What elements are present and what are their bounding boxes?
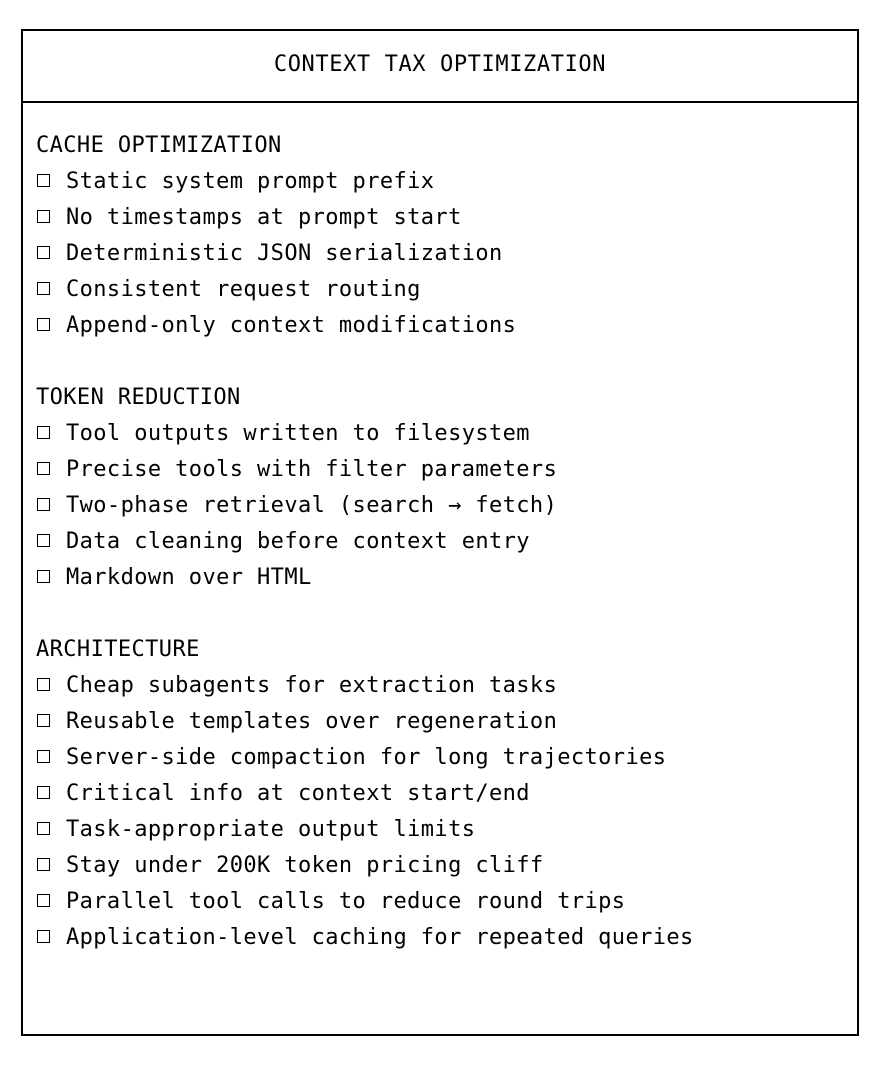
checkbox-icon[interactable] xyxy=(37,750,50,763)
checklist-item-label: Markdown over HTML xyxy=(66,565,312,590)
checklist-item-label: Task-appropriate output limits xyxy=(66,817,476,842)
checklist-item-label: Consistent request routing xyxy=(66,277,421,302)
checklist-item-label: Reusable templates over regeneration xyxy=(66,709,558,734)
checkbox-icon[interactable] xyxy=(37,534,50,547)
checkbox-icon[interactable] xyxy=(37,570,50,583)
checklist-item-label: Static system prompt prefix xyxy=(66,169,435,194)
checklist-item xyxy=(36,524,694,560)
checklist-item-label: Precise tools with filter parameters xyxy=(66,457,558,482)
checklist-item xyxy=(36,776,694,812)
checklist-item xyxy=(36,236,694,272)
checklist-item-label: Server-side compaction for long trajectories xyxy=(66,745,667,770)
checkbox-icon[interactable] xyxy=(37,174,50,187)
checklist-item-label: Deterministic JSON serialization xyxy=(66,241,503,266)
checklist-item xyxy=(36,308,694,344)
checklist-item xyxy=(36,272,694,308)
checkbox-icon[interactable] xyxy=(37,210,50,223)
checklist-item xyxy=(36,200,694,236)
checklist-item xyxy=(36,164,694,200)
checkbox-icon[interactable] xyxy=(37,462,50,475)
checklist-item-label: Tool outputs written to filesystem xyxy=(66,421,530,446)
section-spacer xyxy=(36,596,694,632)
checklist-item-label: Parallel tool calls to reduce round trips xyxy=(66,889,626,914)
section-heading-architecture: ARCHITECTURE xyxy=(36,637,200,662)
checklist-item-label: No timestamps at prompt start xyxy=(66,205,462,230)
checkbox-icon[interactable] xyxy=(37,786,50,799)
checkbox-icon[interactable] xyxy=(37,498,50,511)
page-title: CONTEXT TAX OPTIMIZATION xyxy=(273,52,607,77)
checklist-item xyxy=(36,488,694,524)
checklist-item-label: Cheap subagents for extraction tasks xyxy=(66,673,558,698)
checklist-item xyxy=(36,452,694,488)
checklist-item-label: Data cleaning before context entry xyxy=(66,529,530,554)
section-spacer xyxy=(36,344,694,380)
checkbox-icon[interactable] xyxy=(37,318,50,331)
checklist-item-label: Append-only context modifications xyxy=(66,313,517,338)
checklist-item xyxy=(36,704,694,740)
checklist-item xyxy=(36,740,694,776)
checklist-item xyxy=(36,416,694,452)
checkbox-icon[interactable] xyxy=(37,930,50,943)
checklist-item xyxy=(36,560,694,596)
checklist-item-label: Two-phase retrieval (search → fetch) xyxy=(66,493,558,518)
section-heading-cache-optimization: CACHE OPTIMIZATION xyxy=(36,133,282,158)
checkbox-icon[interactable] xyxy=(37,714,50,727)
checkbox-icon[interactable] xyxy=(37,426,50,439)
checklist-header xyxy=(23,31,857,103)
checklist-item xyxy=(36,848,694,884)
checklist-content xyxy=(36,128,694,956)
checklist-item-label: Application-level caching for repeated queries xyxy=(66,925,694,950)
checklist-item xyxy=(36,668,694,704)
checklist-item-label: Stay under 200K token pricing cliff xyxy=(66,853,544,878)
checkbox-icon[interactable] xyxy=(37,894,50,907)
checklist-item-label: Critical info at context start/end xyxy=(66,781,530,806)
checkbox-icon[interactable] xyxy=(37,246,50,259)
checkbox-icon[interactable] xyxy=(37,858,50,871)
checklist-item xyxy=(36,812,694,848)
section-heading-token-reduction: TOKEN REDUCTION xyxy=(36,385,241,410)
checklist-item xyxy=(36,920,694,956)
checklist-item xyxy=(36,884,694,920)
checkbox-icon[interactable] xyxy=(37,822,50,835)
checkbox-icon[interactable] xyxy=(37,678,50,691)
checkbox-icon[interactable] xyxy=(37,282,50,295)
